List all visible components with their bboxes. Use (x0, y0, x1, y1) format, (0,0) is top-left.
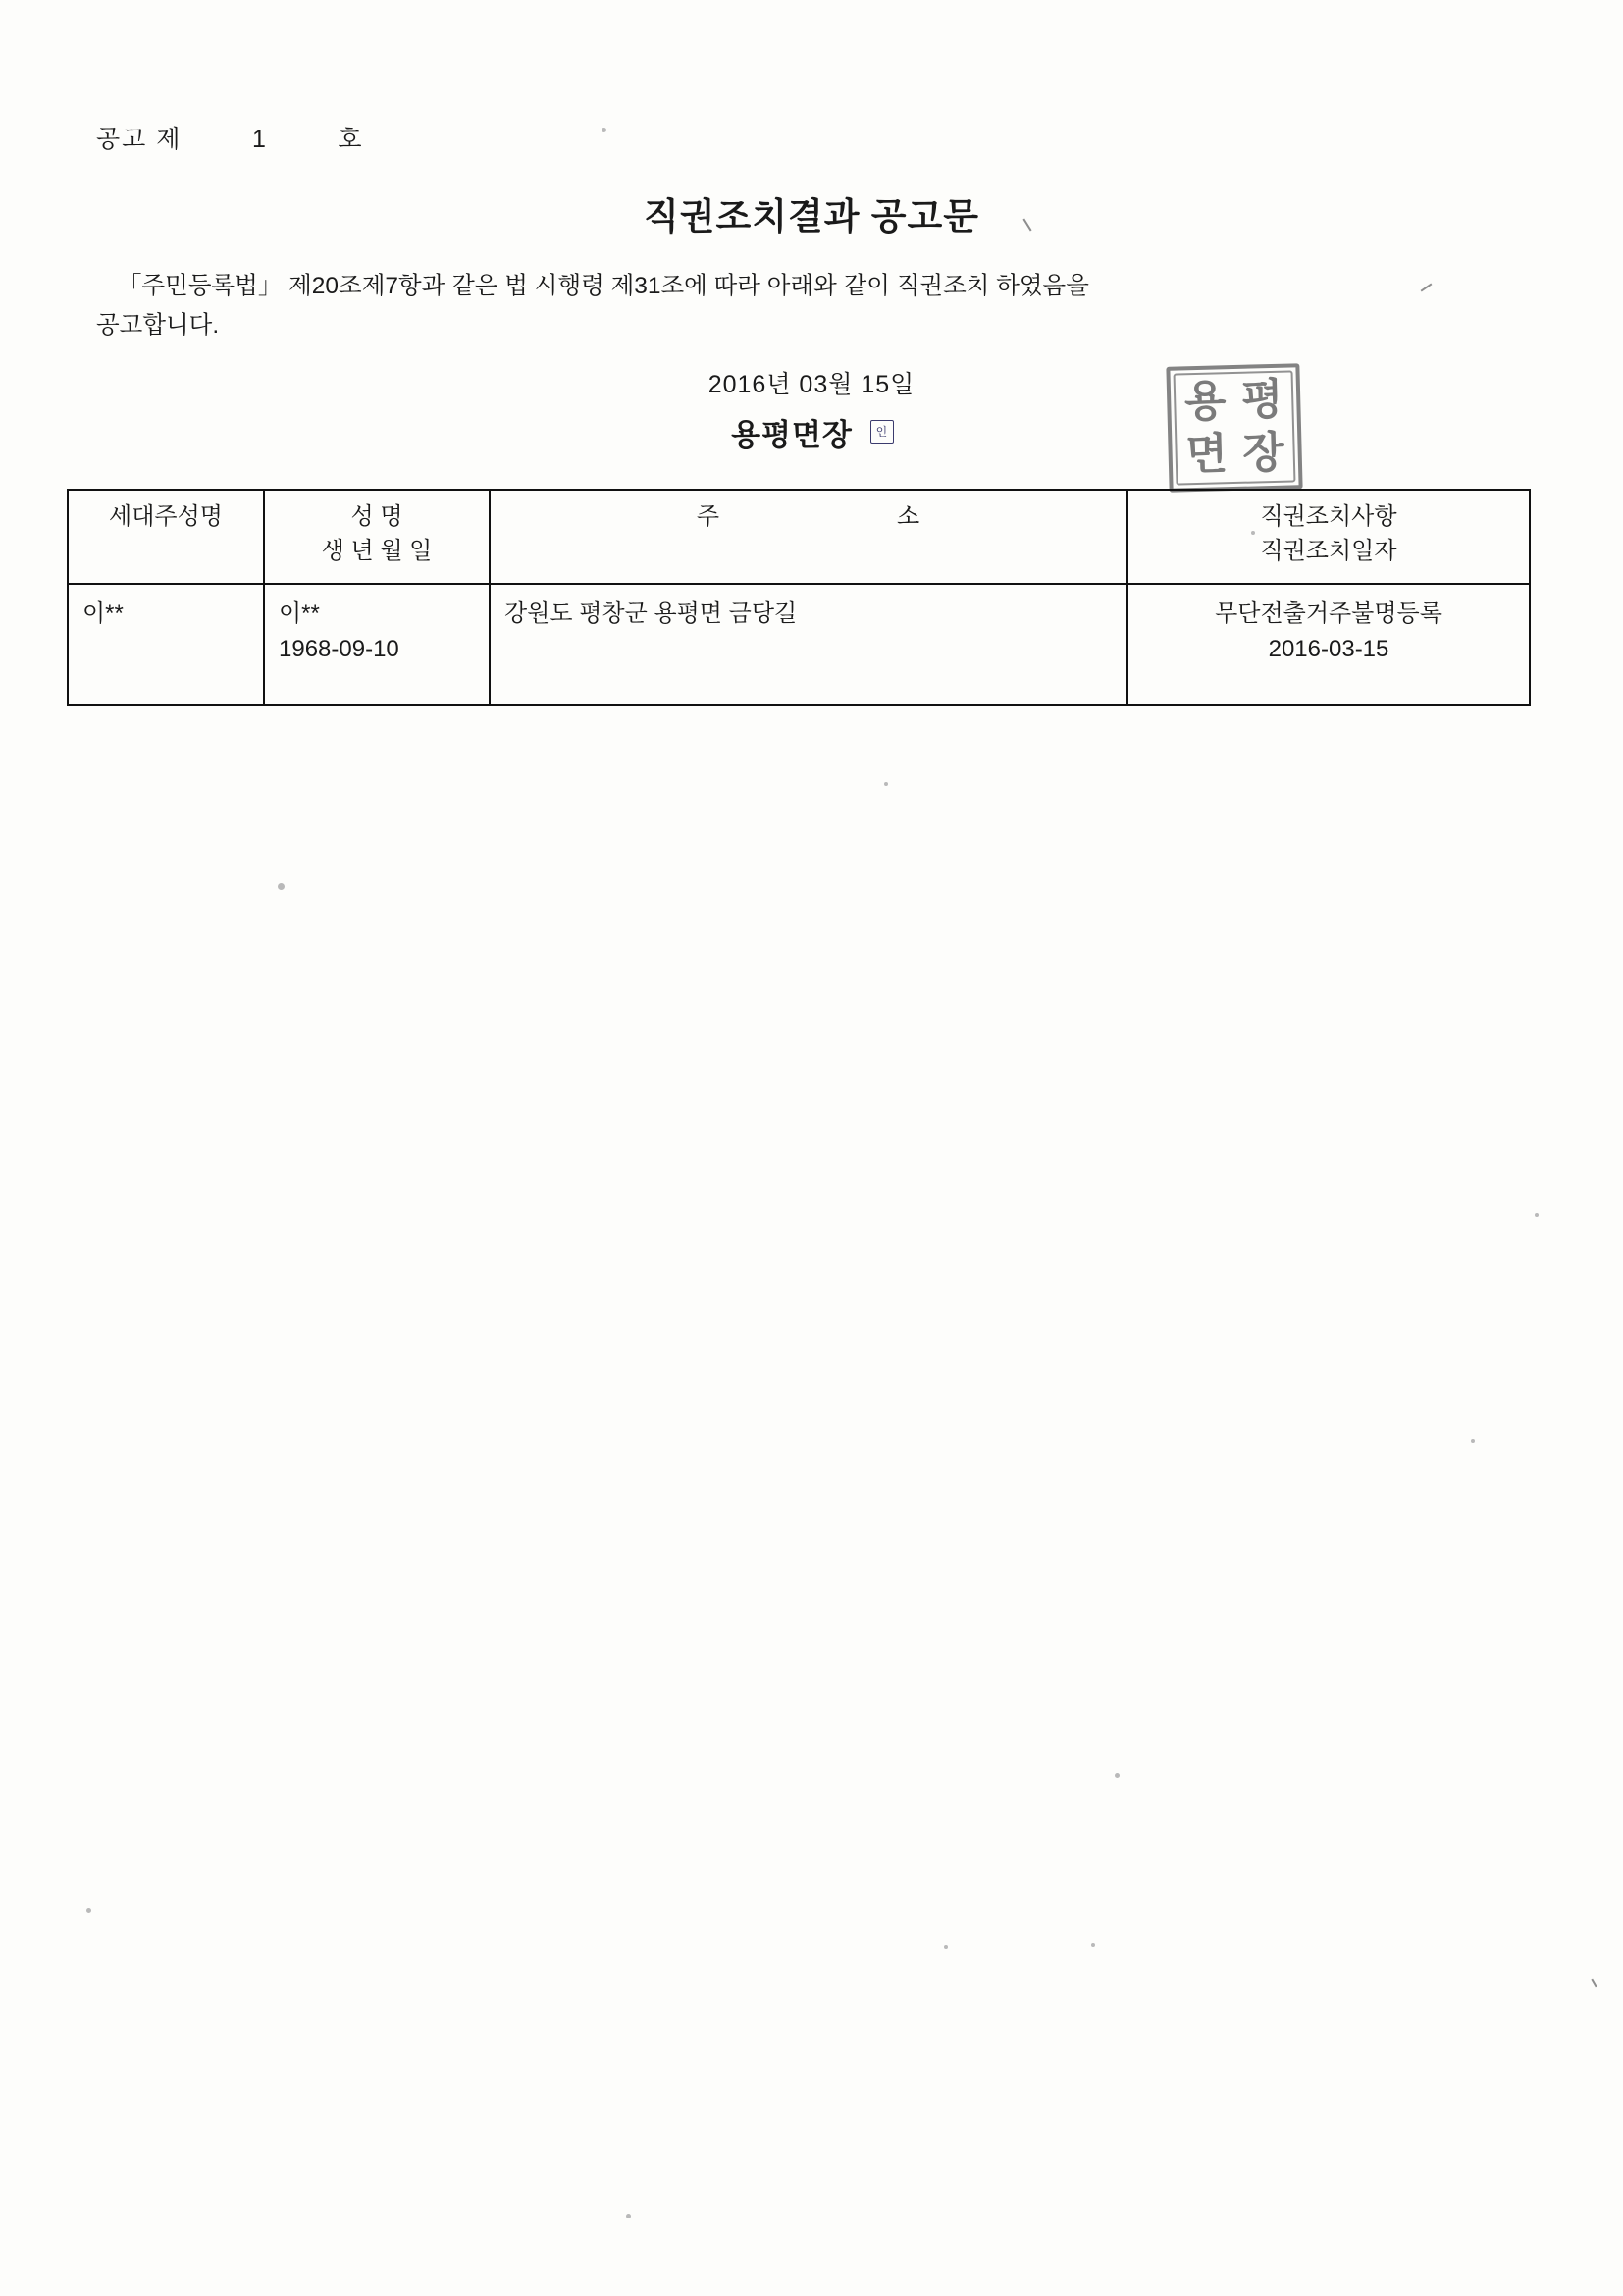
notice-number: 공고 제 1 호 (96, 126, 364, 153)
header-action (1127, 490, 1530, 584)
issuer-block (0, 410, 1623, 454)
scan-speck (1115, 1773, 1120, 1778)
table-body (68, 584, 1530, 705)
scan-speck (1471, 1439, 1475, 1443)
page-title: 직권조치결과 공고문 (644, 196, 979, 236)
scan-speck (1251, 531, 1255, 535)
notice-paragraph-line2: 공고합니다. (96, 312, 220, 339)
header-address-left: 주 (696, 503, 720, 530)
cell-birthdate: 1968-09-10 (279, 636, 399, 662)
cell-householder-name: 이** (68, 584, 264, 705)
stamp-glyphs (1177, 374, 1293, 483)
notice-paragraph-line1: 「주민등록법」 제20조제7항과 같은 법 시행령 제31조에 따라 아래와 같이 직권조치 하였음을 (118, 273, 1089, 299)
header-action-detail: 직권조치사항 (1260, 503, 1397, 530)
scan-speck (626, 2214, 631, 2218)
cell-name: 이** (279, 600, 320, 627)
cell-action-date: 2016-03-15 (1268, 636, 1389, 662)
table-header-row (68, 490, 1530, 584)
cell-address: 강원도 평창군 용평면 금당길 (490, 584, 1127, 705)
scan-speck (1091, 1943, 1095, 1947)
notice-paragraph (96, 267, 1423, 346)
cell-action-detail: 무단전출거주불명등록 (1215, 600, 1442, 627)
cell-action (1127, 584, 1530, 705)
notice-table-wrapper (67, 489, 1529, 706)
cell-name-birth (264, 584, 490, 705)
stamp-glyph-1: 용 (1183, 376, 1228, 428)
scan-speck (1535, 1213, 1539, 1217)
scan-speck (86, 1908, 91, 1913)
scan-tick (1591, 1979, 1597, 1988)
issuer-name: 용평면장 (731, 418, 853, 452)
notice-date: 2016년 03월 15일 (707, 371, 916, 398)
scan-speck (884, 782, 888, 786)
header-address-right: 소 (897, 503, 921, 530)
scan-speck (602, 128, 606, 132)
header-birthdate: 생 년 월 일 (321, 537, 433, 564)
stamp-glyph-3: 면 (1184, 429, 1229, 481)
scan-speck (278, 883, 285, 890)
official-stamp-icon (1166, 363, 1302, 493)
header-name: 성 명 (350, 503, 403, 530)
seal-mark-icon: 인 (870, 420, 894, 444)
scan-speck (944, 1945, 948, 1949)
notice-table (67, 489, 1531, 706)
stamp-glyph-4: 장 (1241, 427, 1285, 479)
header-action-date: 직권조치일자 (1260, 537, 1397, 564)
stamp-glyph-2: 평 (1240, 374, 1284, 426)
header-householder-name: 세대주성명 (68, 490, 264, 584)
issuer-name-wrap (731, 410, 892, 454)
header-address (490, 490, 1127, 584)
header-name-birth (264, 490, 490, 584)
header-address-inner (491, 500, 1126, 535)
table-row (68, 584, 1530, 705)
table-header (68, 490, 1530, 584)
